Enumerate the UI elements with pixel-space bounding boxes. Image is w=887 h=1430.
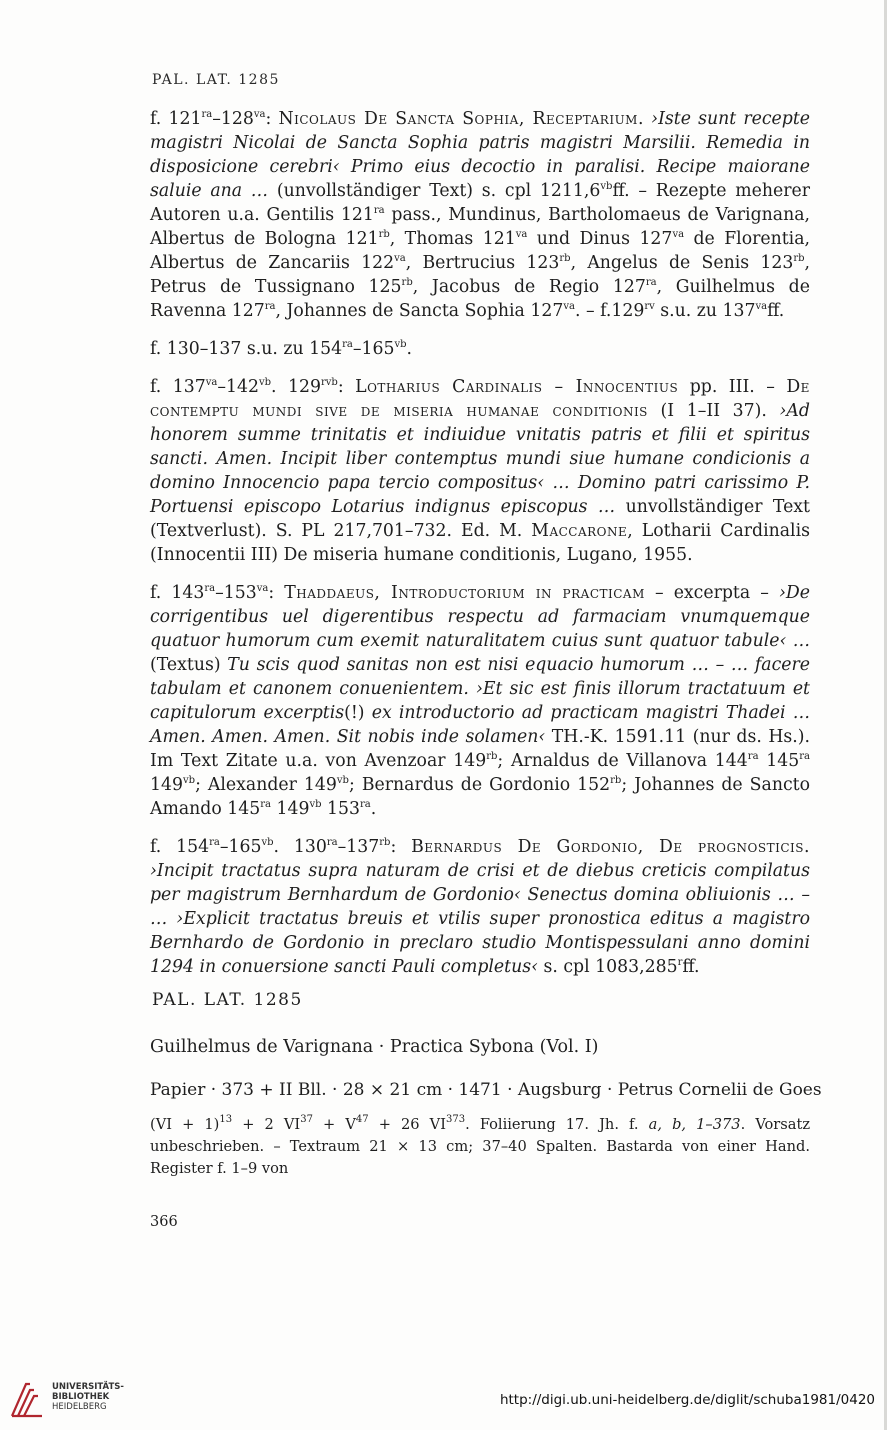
library-name: UNIVERSITÄTS- BIBLIOTHEK HEIDELBERG	[52, 1382, 124, 1412]
codicology-line: Papier · 373 + II Bll. · 28 × 21 cm · 1471 · Augsburg · Petrus Cornelii de Goes	[150, 1080, 822, 1100]
entry-de-contemptu-mundi: f. $137^{va}-142^{vb}$. $129^{rvb}$: Lotharius Cardinalis – Innocentius pp. III. – De contemptu mundi sive de miseria humanae conditionis (I 1–II 37). ›Ad honorem summe trinitatis et indiuidue vnitatis patris et filii et spiritus sancti. Amen. Incipit liber contemptus mundi siue humane condicionis a domino Innocencio papa tercio compositus‹ … Domino patri carissimo P. Portuensi episcopo Lotarius indignus episcopus … unvollständiger Text (Textverlust). S. PL 217,701–732. Ed. M. Maccarone, Lotharii Cardinalis (Innocentii III) De miseria humane conditionis, Lugano, 1955.	[150, 377, 810, 565]
page-number: 366	[150, 1214, 178, 1230]
section-header: PAL. LAT. 1285	[152, 990, 303, 1010]
footer	[0, 1370, 887, 1430]
catalog-entries	[150, 107, 810, 993]
running-header: PAL. LAT. 1285	[152, 72, 280, 88]
source-url-link[interactable]: http://digi.ub.uni-heidelberg.de/diglit/schuba1981/0420	[499, 1392, 875, 1408]
section-title: Guilhelmus de Varignana · Practica Sybona (Vol. I)	[150, 1037, 599, 1057]
entry-cross-reference: f. 130–137 s.u. zu $154^{ra}-165^{vb}$.	[150, 339, 413, 359]
entry-introductorium: f. $143^{ra}-153^{va}$: Thaddaeus, Introductorium in practicam – excerpta – ›De corrigentibus uel digerentibus respectu ad farmaciam vnumquemque quatuor humorum cum exemit naturalitatem cuius sunt quatuor tabule‹ … (Textus) Tu scis quod sanitas non est nisi equacio humorum … – … facere tabulam et canonem conuenientem. ›Et sic est finis illorum tractatuum et capitulorum excerptis(!) ex introductorio ad practicam magistri Thadei … Amen. Amen. Amen. Sit nobis inde solamen‹ TH.-K. 1591.11 (nur ds. Hs.). Im Text Zitate u.a. von Avenzoar $149^{rb}$; Arnaldus de Villanova $144^{ra}$ $145^{ra}$ $149^{vb}$; Alexander $149^{vb}$; Bernardus de Gordonio $152^{rb}$; Johannes de Sancto Amando $145^{ra}$ $149^{vb}$ $153^{ra}$.	[150, 583, 810, 819]
physical-description: (VI + 1)$^{13}$ + 2 $VI^{37} + V^{47} + 26$ VI$^{373}$. Foliierung 17. Jh. f. a, b, 1–373. Vorsatz unbeschrieben. – Textraum 21 × 13 cm; 37–40 Spalten. Bastarda von einer Hand. Register f. 1–9 von	[150, 1114, 811, 1177]
library-logo-icon	[8, 1380, 46, 1420]
entry-de-prognosticis: f. $154^{ra}-165^{vb}$. $130^{ra}-137^{rb}$: Bernardus De Gordonio, De prognosticis. ›Incipit tractatus supra naturam de crisi et de diebus creticis compilatus per magistrum Bernhardum de Gordonio‹ Senectus domina obliuionis … – … ›Explicit tractatus breuis et vtilis super pronostica editus a magistro Bernhardo de Gordonio in preclaro studio Montispessulani anno domini 1294 in conuersione sancti Pauli completus‹ s. cpl 1083,285$^r$ff.	[150, 837, 810, 977]
entry-receptarium: f. $121^{ra}-128^{va}$: Nicolaus De Sancta Sophia, Receptarium. ›Iste sunt recepte magistri Nicolai de Sancta Sophia patris magistri Marsilii. Remedia in disposicione cerebri‹ Primo eius decoctio in paralisi. Recipe maiorane saluie ana … (unvollständiger Text) s. cpl $1211,6^{vb}ff$. – Rezepte meherer Autoren u.a. Gentilis $121^{ra}$ pass., Mundinus, Bartholomaeus de Varignana, Albertus de Bologna $121^{rb}$, Thomas $121^{va}$ und Dinus $127^{va}$ de Florentia, Albertus de Zancariis $122^{va}$, Bertrucius $123^{rb}$, Angelus de Senis $123^{rb}$, Petrus de Tussignano $125^{rb}$, Jacobus de Regio $127^{ra}$, Guilhelmus de Ravenna $127^{ra}$, Johannes de Sancta Sophia $127^{va}$. – $f.129^{rv}$ s.u. zu $137^{va}ff$.	[150, 109, 811, 321]
